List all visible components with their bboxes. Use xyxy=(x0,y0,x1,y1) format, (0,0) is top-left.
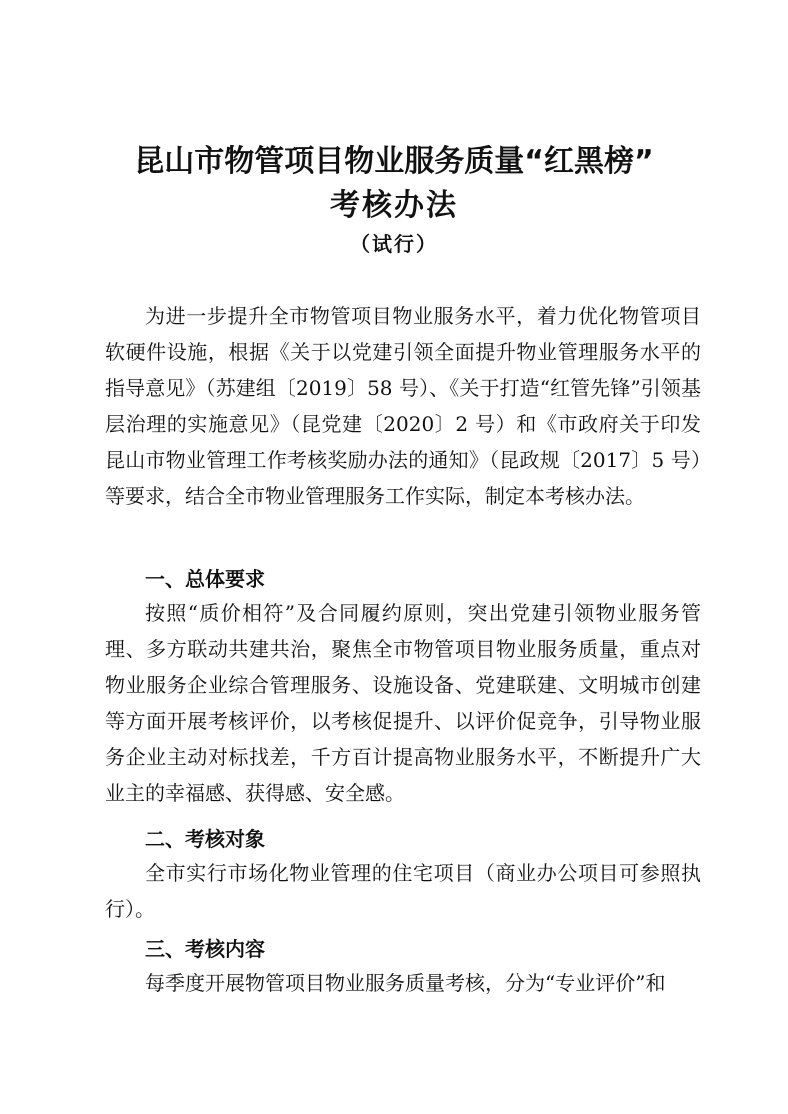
document-subtitle: （试行） xyxy=(350,232,438,256)
section-heading-assessment-content: 三、考核内容 xyxy=(145,937,265,961)
document-title-line-1: 昆山市物管项目物业服务质量“红黑榜” xyxy=(134,144,654,179)
section-assessment-targets-body: 全市实行市场化物业管理的住宅项目（商业办公项目可参照执行）。 xyxy=(105,861,701,921)
section-heading-general-requirements: 一、总体要求 xyxy=(145,567,265,591)
section-general-requirements-body: 按照“质价相符”及合同履约原则，突出党建引领物业服务管理、多方联动共建共治，聚焦全市物管项目物业服务质量，重点对物业服务企业综合管理服务、设施设备、党建联建、文明城市创建等方面开展考核评价，以考核促提升、以评价促竞争，引导物业服务企业主动对标找差，千方百计提高物业服务水平，不断提升广大业主的幸福感、获得感、安全感。 xyxy=(105,601,701,805)
document-title-line-2: 考核办法 xyxy=(330,188,458,223)
section-assessment-content-body: 每季度开展物管项目物业服务质量考核，分为“专业评价”和 xyxy=(145,971,666,995)
intro-paragraph: 为进一步提升全市物管项目物业服务水平，着力优化物管项目软硬件设施，根据《关于以党建引领全面提升物业管理服务水平的指导意见》（苏建组〔2019〕58 号）、《关于打造“红管先锋”引领基层治理的实施意见》（昆党建〔2020〕2 号）和《市政府关于印发昆山市物业管理工作考核奖励办法的通知》（昆政规〔2017〕5 号）等要求，结合全市物业管理服务工作实际，制定本考核办法。 xyxy=(105,304,701,508)
section-heading-assessment-targets: 二、考核对象 xyxy=(145,827,265,851)
